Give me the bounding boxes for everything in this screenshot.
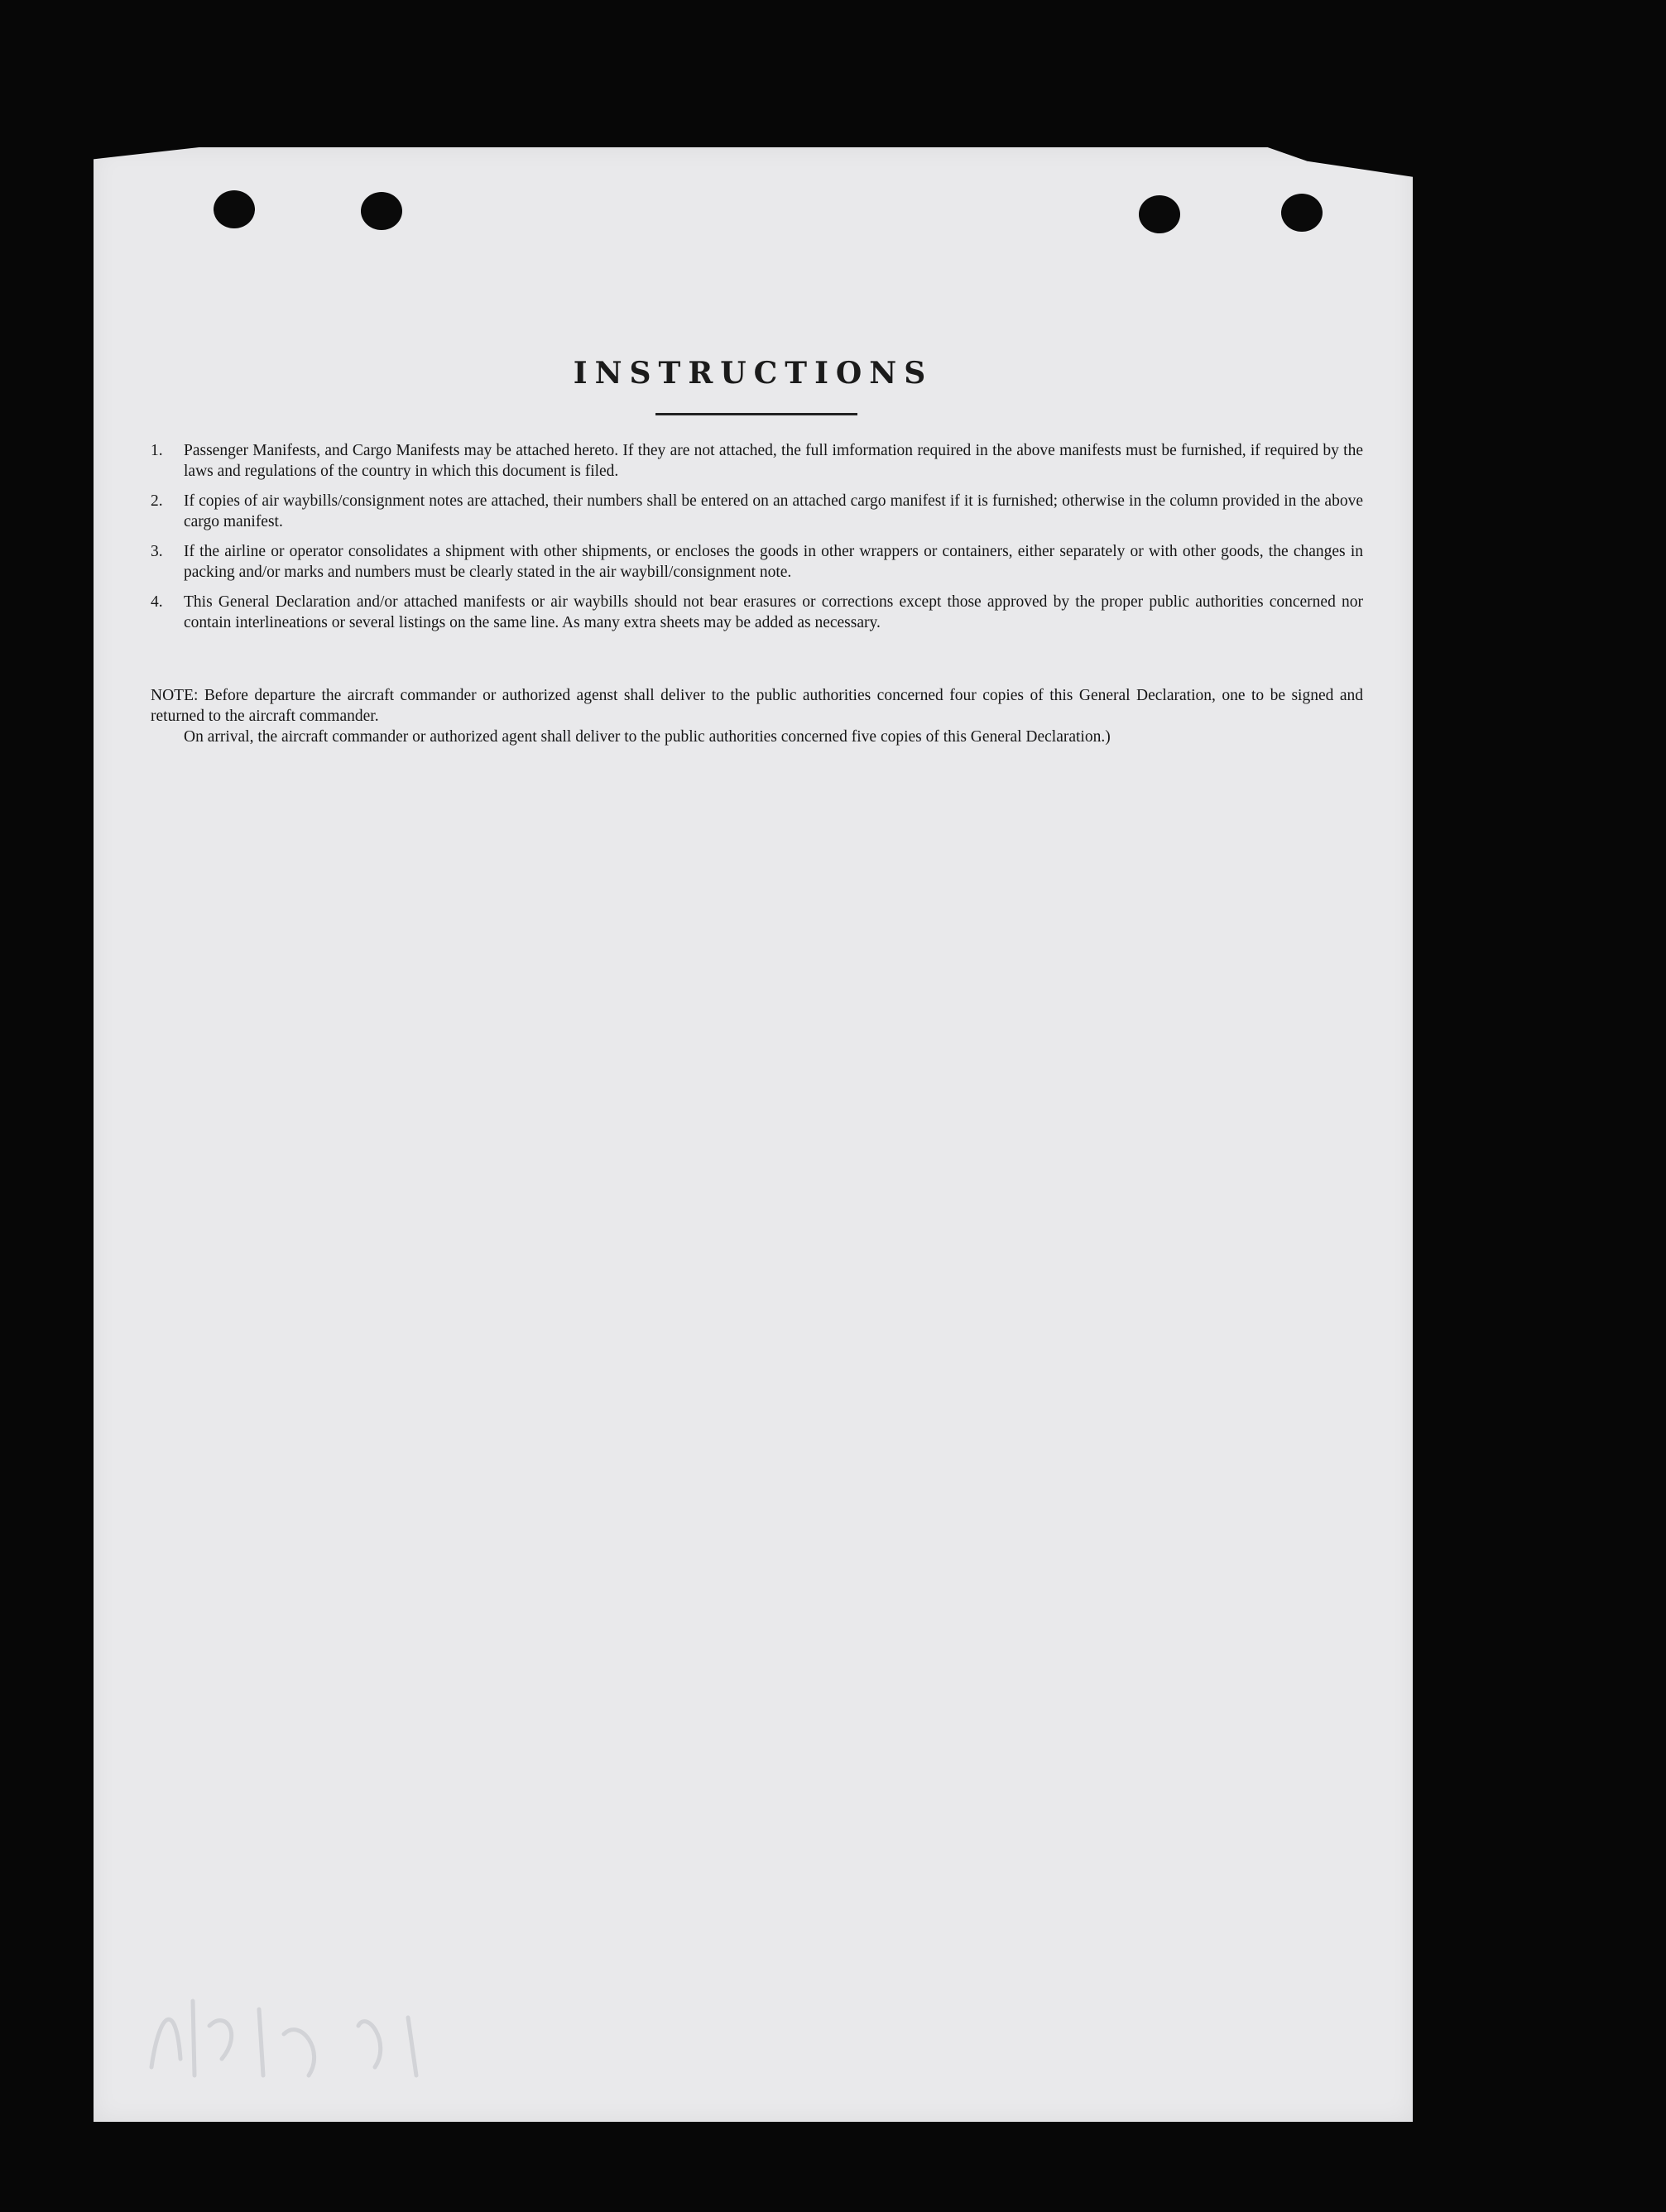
instructions-list: [151, 440, 1363, 642]
item-text: If the airline or operator consolidates a shipment with other shipments, or encloses the goods in other wrappers or containers, either separately or with other goods, the changes in packing and/or marks and numbers must be clearly stated in the air waybill/consignment note.: [184, 543, 1363, 581]
handwritten-mark: [143, 1976, 524, 2092]
item-text: Passenger Manifests, and Cargo Manifests may be attached hereto. If they are not attached, the full imformation required in the above manifests must be furnished, if required by the laws and regulations of the country in which this document is filed.: [184, 442, 1363, 480]
punch-hole: [361, 192, 402, 230]
item-text: This General Declaration and/or attached manifests or air waybills should not bear erasures or corrections except those approved by the proper public authorities concerned nor contain interlineations or several listings on the same line. As many extra sheets may be added as necessary.: [184, 593, 1363, 631]
instruction-item: [151, 541, 1363, 583]
note-block: [151, 685, 1363, 747]
punch-hole: [1281, 194, 1323, 232]
note-arrival-text: On arrival, the aircraft commander or authorized agent shall deliver to the public authorities concerned five copies of this General Declaration.): [184, 728, 1111, 746]
title-underline: [655, 413, 857, 415]
item-text: If copies of air waybills/consignment notes are attached, their numbers shall be entered on an attached cargo manifest if it is furnished; otherwise in the column provided in the above cargo manifest.: [184, 492, 1363, 530]
note-label: NOTE:: [151, 687, 199, 704]
item-number: 3.: [151, 543, 163, 560]
punch-hole: [1139, 195, 1180, 233]
item-number: 1.: [151, 442, 163, 459]
item-number: 4.: [151, 593, 163, 611]
instruction-item: [151, 491, 1363, 532]
instruction-item: [151, 592, 1363, 633]
instructions-title: INSTRUCTIONS: [573, 356, 934, 391]
item-number: 2.: [151, 492, 163, 510]
punch-hole: [214, 190, 255, 228]
note-departure-text: Before departure the aircraft commander or authorized agenst shall deliver to the public authorities concerned four copies of this General Declaration, one to be signed and returned to the aircraft commander.: [151, 687, 1364, 725]
instruction-item: [151, 440, 1363, 482]
